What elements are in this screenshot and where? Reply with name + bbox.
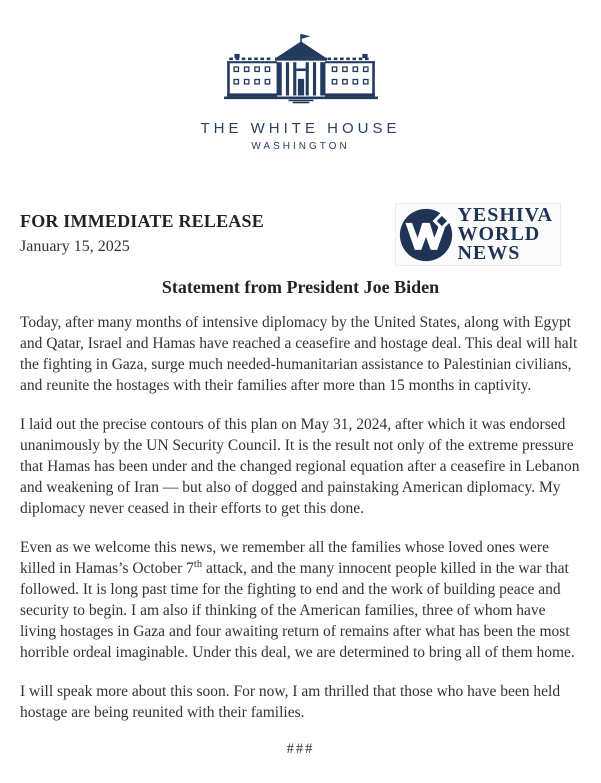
statement-paragraph-1: Today, after many months of intensive diplomacy by the United States, along with Egypt and Qatar, Israel and Hamas have reached a ceasefire and hostage deal. This deal will halt the fighting in Gaza, surge much needed-humanitarian assistance to Palestinian civilians, and reunite the hostages with their families after more than 15 months in captivity. [20,314,578,394]
white-house-building-icon [223,33,379,106]
masthead [0,0,601,152]
release-date: January 15, 2025 [20,238,130,255]
publisher-logo [395,203,561,266]
end-mark: ### [286,741,315,757]
statement-paragraph-4: I will speak more about this soon. For now, I am thrilled that those who have been held hostage are being reunited with their families. [20,683,561,721]
statement-title: Statement from President Joe Biden [161,277,440,297]
publisher-name [457,206,553,263]
statement-paragraph-3 [20,537,581,663]
statement-body [20,312,581,723]
release-label: FOR IMMEDIATE RELEASE [20,211,264,231]
paragraph-3-superscript: th [193,558,203,570]
release-row [20,203,581,266]
publisher-name-line1: YESHIVA [457,204,553,226]
masthead-city: WASHINGTON [251,141,350,152]
publisher-name-line2: WORLD [457,223,541,245]
release-info [20,203,264,256]
publisher-name-line3: NEWS [457,242,521,264]
masthead-org-name: THE WHITE HOUSE [200,120,401,137]
paragraph-3-text-b: attack, and the many innocent people killed in the war that followed. It is long past time for the fighting to end and the work of building peace and security to begin. I am also if thinking of the American families, three of whom have living hostages in Gaza and four awaiting return of remains after what has been the most horrible ordeal imaginable. Under this deal, we are determined to bring all of them home. [20,560,575,661]
statement-paragraph-2: I laid out the precise contours of this plan on May 31, 2024, after which it was endorsed unanimously by the UN Security Council. It is the result not only of the extreme pressure that Hamas has been under and the changed regional equation after a ceasefire in Lebanon and weakening of Iran — but also of dogged and painstaking American diplomacy. My diplomacy never ceased in their efforts to get this done. [20,416,580,517]
ywn-globe-w-icon [398,207,454,263]
paragraph-3-text-a: Even as we welcome this news, we remember all the families whose loved ones were killed in Hamas’s October 7 [20,539,549,577]
